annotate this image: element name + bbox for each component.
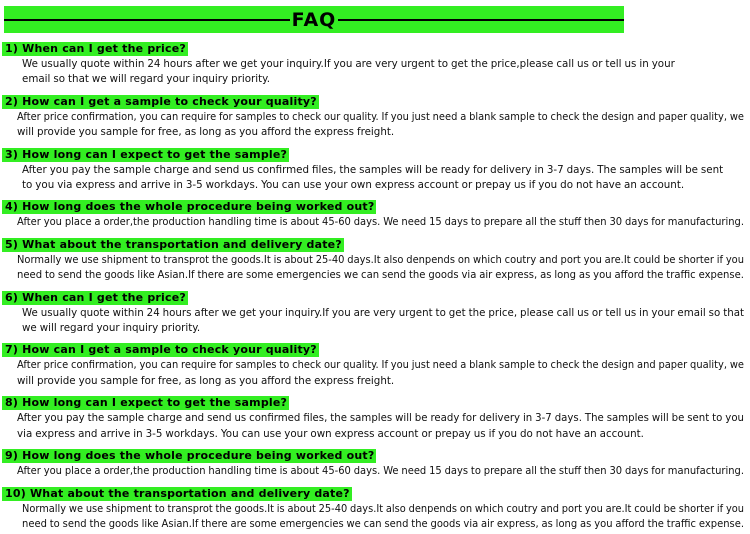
faq-question: 3) How long can I expect to get the sample? (2, 148, 289, 162)
banner-rule-right (338, 19, 624, 21)
faq-answer (0, 358, 750, 389)
faq-answer-line: need to send the goods like Asian.If there are some emergencies we can send the goods via air express, as long as you afford the traffic expense. (22, 517, 744, 530)
faq-answer-line: After you place a order,the production handling time is about 45-60 days. We need 15 days to prepare all the stuff then 30 days for manufacturing. (17, 216, 744, 229)
faq-item (0, 391, 750, 442)
faq-list (0, 37, 750, 534)
faq-answer (0, 502, 750, 533)
faq-answer (0, 163, 750, 194)
faq-answer-line: via express and arrive in 3-5 workdays. You can use your own express account or prepay us if you do not have an account. (17, 427, 644, 440)
faq-answer-line: After you pay the sample charge and send us confirmed files, the samples will be ready for delivery in 3-7 days. The samples will be sent to you (17, 412, 744, 425)
faq-question: 5) What about the transportation and delivery date? (2, 238, 344, 252)
faq-answer (0, 464, 750, 479)
faq-answer-line: will provide you sample for free, as long as you afford the express freight. (17, 126, 395, 139)
faq-title: FAQ (291, 8, 337, 31)
faq-question: 6) When can I get the price? (2, 291, 188, 305)
faq-banner (4, 6, 624, 33)
faq-answer (0, 57, 750, 88)
faq-answer (0, 110, 750, 141)
faq-answer-line: email so that we will regard your inquiry priority. (22, 73, 271, 86)
faq-item (0, 143, 750, 194)
faq-answer (0, 306, 750, 337)
faq-answer-line: After price confirmation, you can require for samples to check our quality. If you just need a blank sample to check the design and paper quality, we (17, 110, 744, 123)
faq-answer-line: We usually quote within 24 hours after we get your inquiry.If you are very urgent to get the price,please call us or tell us in your (22, 58, 675, 70)
faq-question: 1) When can I get the price? (2, 42, 188, 56)
faq-answer-line: need to send the goods like Asian.If there are some emergencies we can send the goods via air express, as long as you afford the traffic expense. (17, 269, 744, 282)
faq-answer-line: Normally we use shipment to transprot the goods.It is about 25-40 days.It also denpends on which coutry and port you are.It could be shorter if you (17, 253, 744, 266)
faq-answer-line: will provide you sample for free, as long as you afford the express freight. (17, 374, 395, 387)
faq-question: 7) How can I get a sample to check your quality? (2, 343, 319, 357)
banner-rule-left (4, 19, 290, 21)
faq-answer-line: we will regard your inquiry priority. (22, 322, 201, 335)
faq-item (0, 444, 750, 479)
faq-question: 10) What about the transportation and delivery date? (2, 487, 352, 501)
faq-item (0, 338, 750, 389)
faq-answer-line: Normally we use shipment to transprot the goods.It is about 25-40 days.It also denpends on which coutry and port you are.It could be shorter if you (22, 502, 744, 515)
faq-answer (0, 253, 750, 284)
faq-question: 4) How long does the whole procedure being worked out? (2, 200, 376, 214)
faq-item (0, 37, 750, 88)
faq-answer (0, 215, 750, 230)
faq-answer (0, 411, 750, 442)
faq-question: 9) How long does the whole procedure being worked out? (2, 449, 376, 463)
faq-answer-line: We usually quote within 24 hours after we get your inquiry.If you are very urgent to get the price, please call us or tell us in your email so that (22, 306, 744, 319)
faq-item (0, 482, 750, 533)
faq-answer-line: After you place a order,the production handling time is about 45-60 days. We need 15 days to prepare all the stuff then 30 days for manufacturing. (17, 465, 744, 478)
faq-answer-line: After you pay the sample charge and send us confirmed files, the samples will be ready for delivery in 3-7 days. The samples will be sent (22, 163, 724, 176)
faq-item (0, 233, 750, 284)
faq-item (0, 195, 750, 230)
faq-item (0, 90, 750, 141)
faq-question: 2) How can I get a sample to check your quality? (2, 95, 319, 109)
faq-question: 8) How long can I expect to get the sample? (2, 396, 289, 410)
faq-answer-line: After price confirmation, you can require for samples to check our quality. If you just need a blank sample to check the design and paper quality, we (17, 359, 744, 372)
faq-answer-line: to you via express and arrive in 3-5 workdays. You can use your own express account or prepay us if you do not have an account. (22, 179, 685, 192)
faq-item (0, 286, 750, 337)
